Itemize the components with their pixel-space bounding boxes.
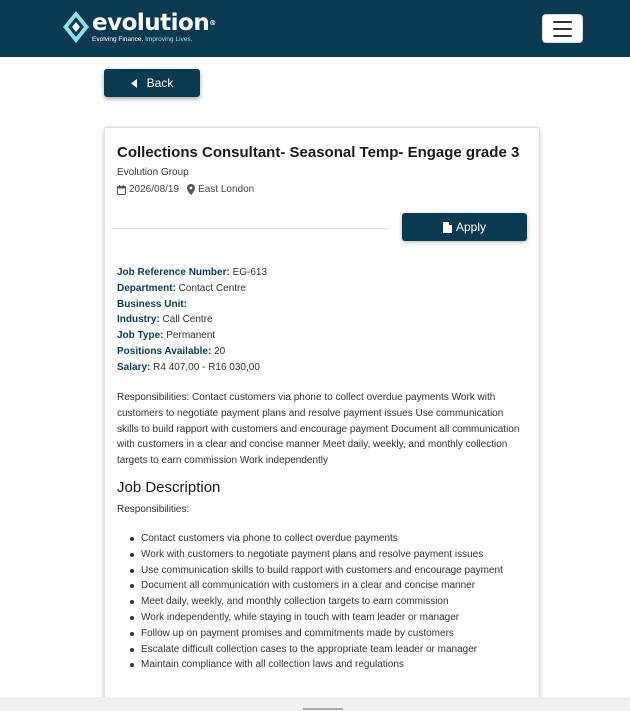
detail-value: 20: [211, 345, 226, 357]
detail-value: R4 407,00 - R16 030,00: [150, 361, 260, 373]
detail-row: [117, 312, 267, 328]
list-item: Meet daily, weekly, and monthly collection targets to earn commission: [129, 594, 529, 610]
document-icon: [443, 222, 452, 233]
list-item: Use communication skills to build rapport with customers and encourage payment: [129, 563, 529, 579]
job-details: [117, 265, 267, 376]
list-item: Work with customers to negotiate payment plans and resolve payment issues: [129, 547, 529, 563]
detail-row: [117, 281, 267, 297]
list-item: Contact customers via phone to collect overdue payments: [129, 531, 529, 547]
detail-row: [117, 265, 267, 281]
evolution-logo-icon: [62, 10, 90, 44]
calendar-icon: [117, 185, 126, 195]
list-item: Maintain compliance with all collection laws and regulations: [129, 657, 529, 673]
hamburger-line: [553, 28, 572, 30]
detail-label: Job Type:: [117, 330, 164, 342]
map-pin-icon: [187, 184, 195, 195]
detail-value: Call Centre: [159, 314, 213, 326]
logo-tagline: [92, 36, 216, 44]
responsibilities-list: [129, 531, 529, 673]
registered-mark: ®: [209, 19, 216, 27]
tagline-part2: Improving Lives.: [143, 36, 193, 43]
detail-row: [117, 344, 267, 360]
apply-button[interactable]: [402, 213, 527, 241]
list-item: Follow up on payment promises and commitments made by customers: [129, 626, 529, 642]
job-description-intro: Responsibilities:: [117, 504, 190, 515]
top-navbar: [0, 0, 630, 57]
brand-logo[interactable]: [62, 10, 216, 44]
back-button[interactable]: [104, 69, 200, 97]
detail-value: Permanent: [163, 330, 216, 342]
posting-date: 2026/08/19: [129, 184, 180, 195]
job-summary: Responsibilities: Contact customers via phone to collect overdue payments Work with customers to negotiate payment plans and resolve payment issues Use communication skills to build rapport with customers and encourage payment Document all communication with customers in a clear and concise manner Meet daily, weekly, and monthly collection targets to earn commission Work independently: [117, 392, 520, 467]
detail-label: Department:: [117, 282, 176, 294]
detail-label: Industry:: [117, 314, 160, 326]
scroll-handle[interactable]: [303, 708, 343, 710]
detail-row: [117, 328, 267, 344]
detail-row: [117, 297, 267, 313]
apply-button-label: Apply: [455, 220, 487, 234]
detail-label: Salary:: [117, 361, 151, 373]
list-item: Escalate difficult collection cases to the appropriate team leader or manager: [129, 642, 529, 658]
detail-label: Business Unit:: [117, 298, 188, 310]
job-description-heading: Job Description: [117, 479, 221, 496]
menu-toggle-button[interactable]: [542, 14, 583, 43]
detail-label: Job Reference Number:: [117, 267, 230, 278]
detail-label: Positions Available:: [117, 345, 212, 357]
hamburger-line: [553, 35, 572, 37]
list-item: Document all communication with customers in a clear and concise manner: [129, 578, 529, 594]
divider: [111, 228, 389, 229]
detail-value: Contact Centre: [175, 282, 246, 294]
detail-row: [117, 360, 267, 376]
job-meta: [117, 184, 254, 195]
tagline-part1: Evolving Finance.: [92, 36, 144, 43]
job-title: Collections Consultant- Seasonal Temp- Engage grade 3: [117, 144, 520, 161]
list-item: Work independently, while staying in touch with team leader or manager: [129, 610, 529, 626]
job-card: [104, 127, 540, 711]
detail-value: EG-613: [229, 267, 268, 278]
hamburger-menu-icon: [553, 21, 572, 23]
logo-wordmark: evolution: [92, 10, 210, 36]
back-button-label: Back: [146, 76, 174, 90]
caret-left-icon: [131, 79, 137, 88]
company-name: Evolution Group: [117, 167, 189, 178]
job-location: East London: [198, 184, 255, 195]
